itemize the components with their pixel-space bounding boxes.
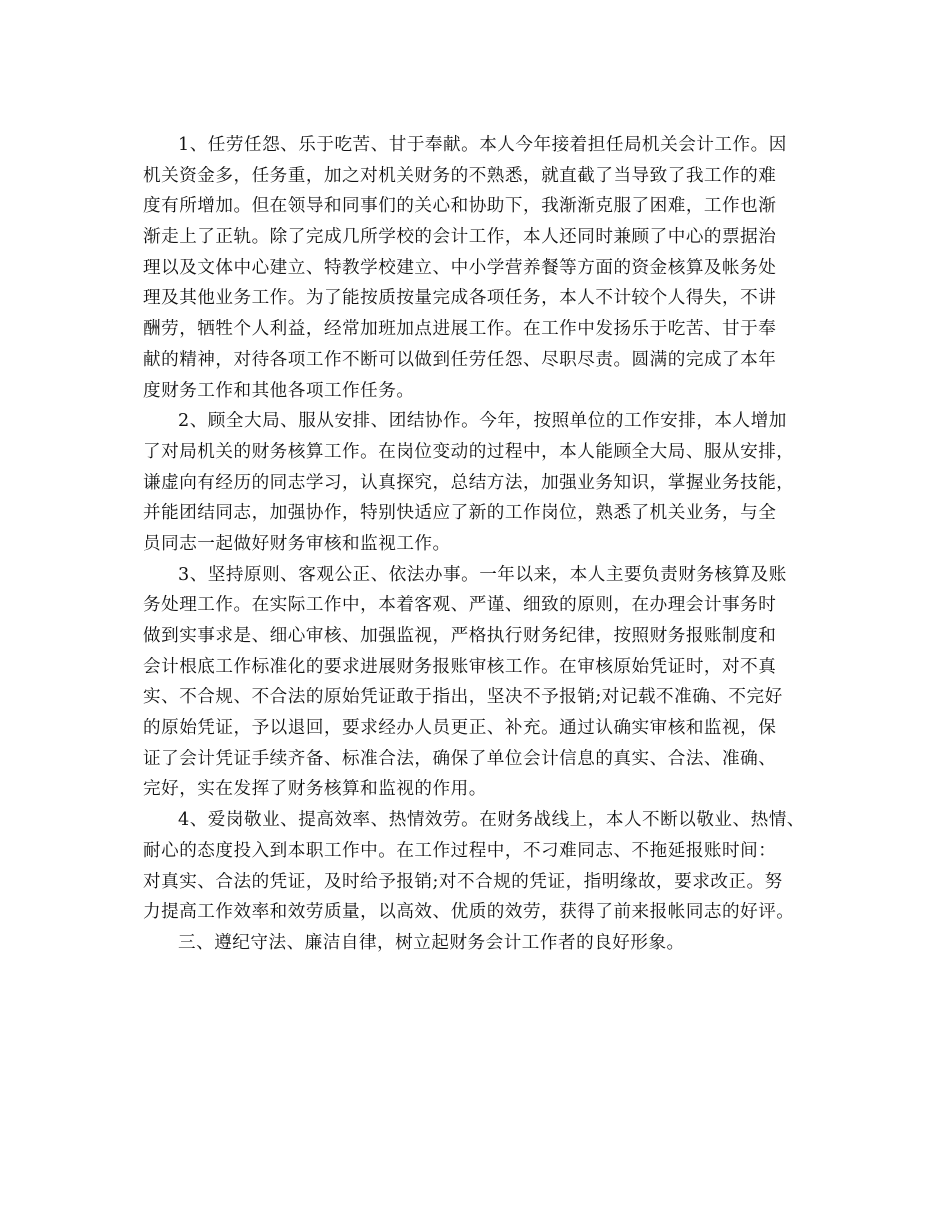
- text-line: 献的精神，对待各项工作不断可以做到任劳任怨、尽职尽责。圆满的完成了本年: [143, 349, 777, 370]
- text-line: 做到实事求是、细心审核、加强监视，严格执行财务纪律，按照财务报账制度和: [143, 626, 777, 646]
- text-line: 3、坚持原则、客观公正、依法办事。一年以来，本人主要负责财务核算及账: [178, 564, 787, 585]
- text-line: 2、顾全大局、服从安排、团结协作。今年，按照单位的工作安排，本人增加: [178, 411, 787, 432]
- text-line: 4、爱岗敬业、提高效率、热情效劳。在财务战线上，本人不断以敬业、热情、: [178, 810, 805, 831]
- paragraph-2: [143, 406, 815, 559]
- text-line: 证了会计凭证手续齐备、标准合法，确保了单位会计信息的真实、合法、准确、: [143, 748, 777, 769]
- text-line: 并能团结同志，加强协作，特别快适应了新的工作岗位，熟悉了机关业务，与全: [143, 503, 777, 524]
- text-line: 渐走上了正轨。除了完成几所学校的会计工作，本人还同时兼顾了中心的票据治: [143, 227, 777, 248]
- text-line: 完好，实在发挥了财务核算和监视的作用。: [143, 779, 487, 800]
- paragraph-1: [143, 130, 815, 406]
- document-page: [143, 130, 815, 959]
- section-heading-3: [143, 928, 815, 959]
- paragraph-3: [143, 560, 815, 806]
- text-line: 耐心的态度投入到本职工作中。在工作过程中，不刁难同志、不拖延报账时间：: [143, 840, 777, 861]
- text-line: 机关资金多，任务重，加之对机关财务的不熟悉，就直截了当导致了我工作的难: [143, 165, 777, 186]
- text-line: 实、不合规、不合法的原始凭证敢于指出，坚决不予报销;对记载不准确、不完好: [143, 687, 783, 708]
- text-line: 力提高工作效率和效劳质量，以高效、优质的效劳，获得了前来报帐同志的好评。: [143, 902, 795, 923]
- text-line: 对真实、合法的凭证，及时给予报销;对不合规的凭证，指明缘故，要求改正。努: [143, 871, 783, 892]
- text-line: 谦虚向有经历的同志学习，认真探究，总结方法，加强业务知识，掌握业务技能，: [143, 472, 795, 493]
- text-line: 理及其他业务工作。为了能按质按量完成各项任务，本人不计较个人得失，不讲: [143, 288, 777, 309]
- text-line: 度财务工作和其他各项工作任务。: [143, 380, 415, 401]
- text-line: 了对局机关的财务核算工作。在岗位变动的过程中，本人能顾全大局、服从安排，: [143, 441, 795, 462]
- section-heading-text: 三、遵纪守法、廉洁自律，树立起财务会计工作者的良好形象。: [178, 932, 685, 953]
- text-line: 务处理工作。在实际工作中，本着客观、严谨、细致的原则，在办理会计事务时: [143, 595, 777, 616]
- text-line: 度有所增加。但在领导和同事们的关心和协助下，我渐渐克服了困难，工作也渐: [143, 196, 777, 217]
- text-line: 理以及文体中心建立、特教学校建立、中小学营养餐等方面的资金核算及帐务处: [143, 257, 777, 278]
- text-line: 酬劳，牺牲个人利益，经常加班加点进展工作。在工作中发扬乐于吃苦、甘于奉: [143, 319, 777, 340]
- paragraph-4: [143, 805, 815, 928]
- text-line: 1、任劳任怨、乐于吃苦、甘于奉献。本人今年接着担任局机关会计工作。因: [178, 135, 787, 155]
- text-line: 员同志一起做好财务审核和监视工作。: [143, 533, 451, 554]
- text-line: 的原始凭证，予以退回，要求经办人员更正、补充。通过认确实审核和监视，保: [143, 718, 777, 739]
- text-line: 会计根底工作标准化的要求进展财务报账审核工作。在审核原始凭证时，对不真: [143, 656, 777, 677]
